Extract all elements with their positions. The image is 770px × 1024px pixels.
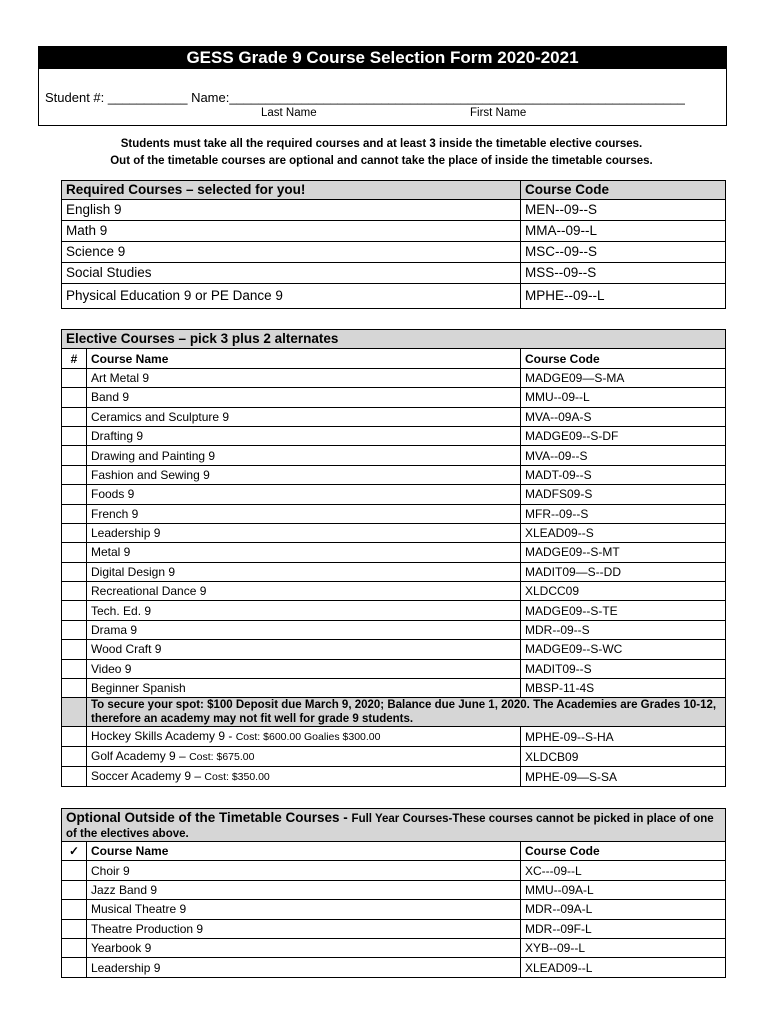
course-code: XYB--09--L: [521, 938, 726, 957]
table-row: [62, 659, 726, 678]
course-code: MADGE09—S-MA: [521, 368, 726, 387]
course-code: MDR--09A-L: [521, 900, 726, 919]
course-code-heading: Course Code: [521, 349, 726, 368]
choice-cell[interactable]: [62, 485, 87, 504]
table-row: [62, 938, 726, 957]
table-row: [62, 465, 726, 484]
choice-cell[interactable]: [62, 426, 87, 445]
table-row: [62, 263, 726, 284]
course-code: MPHE--09--L: [521, 284, 726, 309]
table-row: [62, 407, 726, 426]
choice-cell[interactable]: [62, 582, 87, 601]
course-name: Yearbook 9: [87, 938, 521, 957]
course-code: MPHE-09—S-SA: [521, 767, 726, 787]
choice-cell[interactable]: [62, 562, 87, 581]
course-code: MDR--09F-L: [521, 919, 726, 938]
student-number-label: Student #:: [45, 90, 105, 105]
table-row: [62, 601, 726, 620]
elective-courses-table: [61, 329, 726, 787]
optional-section-row: [62, 809, 726, 842]
academy-name-cell: [87, 747, 521, 767]
academy-cost: Cost: $600.00 Goalies $300.00: [235, 731, 381, 744]
course-code: XLEAD09--S: [521, 523, 726, 542]
table-row: [62, 919, 726, 938]
table-row: [62, 747, 726, 767]
choice-cell[interactable]: [62, 465, 87, 484]
course-code: MSS--09--S: [521, 263, 726, 284]
choice-cell[interactable]: [62, 407, 87, 426]
course-name: Choir 9: [87, 861, 521, 880]
course-name: Digital Design 9: [87, 562, 521, 581]
academy-name: Golf Academy 9 –: [91, 749, 190, 764]
student-info-line: [45, 90, 685, 105]
course-code: XC---09--L: [521, 861, 726, 880]
table-row: [62, 523, 726, 542]
choice-cell[interactable]: [62, 679, 87, 698]
course-name: Foods 9: [87, 485, 521, 504]
course-name: Science 9: [62, 242, 521, 263]
course-name: Musical Theatre 9: [87, 900, 521, 919]
course-code: XLDCB09: [521, 747, 726, 767]
table-row: [62, 426, 726, 445]
choice-cell[interactable]: [62, 880, 87, 899]
choice-cell[interactable]: [62, 938, 87, 957]
note-spacer: [62, 698, 87, 727]
course-code-heading: Course Code: [521, 842, 726, 861]
first-name-caption: First Name: [470, 107, 527, 119]
academy-cost: Cost: $350.00: [204, 771, 270, 784]
choice-cell[interactable]: [62, 640, 87, 659]
course-name: Drama 9: [87, 620, 521, 639]
academy-note-row: [62, 698, 726, 727]
required-code-heading: Course Code: [521, 181, 726, 200]
course-name: Metal 9: [87, 543, 521, 562]
course-name: Physical Education 9 or PE Dance 9: [62, 284, 521, 309]
academy-name: Hockey Skills Academy 9 -: [91, 729, 236, 744]
course-code: MVA--09--S: [521, 446, 726, 465]
last-name-caption: Last Name: [261, 107, 317, 119]
check-heading: ✓: [62, 842, 87, 861]
academy-cost: Cost: $675.00: [189, 751, 255, 764]
course-code: MADGE09--S-MT: [521, 543, 726, 562]
instruction-line-1: Students must take all the required courses and at least 3 inside the timetable elective courses.: [120, 138, 643, 150]
course-code: MADIT09--S: [521, 659, 726, 678]
required-courses-table: [61, 180, 726, 309]
table-row: [62, 640, 726, 659]
course-code: XLDCC09: [521, 582, 726, 601]
table-row: [62, 200, 726, 221]
course-code: MMA--09--L: [521, 221, 726, 242]
table-row: [62, 679, 726, 698]
required-header-row: [62, 181, 726, 200]
course-name: Theatre Production 9: [87, 919, 521, 938]
course-code: MEN--09--S: [521, 200, 726, 221]
course-name: Tech. Ed. 9: [87, 601, 521, 620]
choice-cell[interactable]: [62, 900, 87, 919]
course-code: MADFS09-S: [521, 485, 726, 504]
course-code: MADGE09--S-WC: [521, 640, 726, 659]
course-name: Fashion and Sewing 9: [87, 465, 521, 484]
name-field[interactable]: _______________________________________________________________: [229, 90, 685, 105]
course-code: MFR--09--S: [521, 504, 726, 523]
table-row: [62, 485, 726, 504]
table-row: [62, 880, 726, 899]
choice-cell[interactable]: [62, 543, 87, 562]
optional-heading-cell: [62, 809, 726, 842]
course-name: Social Studies: [62, 263, 521, 284]
course-name-heading: Course Name: [87, 842, 521, 861]
course-name: Ceramics and Sculpture 9: [87, 407, 521, 426]
number-heading: #: [62, 349, 87, 368]
table-row: [62, 767, 726, 787]
course-name: French 9: [87, 504, 521, 523]
table-row: [62, 582, 726, 601]
optional-column-header-row: [62, 842, 726, 861]
academy-name-cell: [87, 767, 521, 787]
course-code: MMU--09A-L: [521, 880, 726, 899]
course-name: Wood Craft 9: [87, 640, 521, 659]
course-name: Jazz Band 9: [87, 880, 521, 899]
course-code: XLEAD09--L: [521, 958, 726, 977]
table-row: [62, 221, 726, 242]
table-row: [62, 900, 726, 919]
course-name: Leadership 9: [87, 958, 521, 977]
required-heading: Required Courses – selected for you!: [62, 181, 521, 200]
academy-name-cell: [87, 727, 521, 747]
table-row: [62, 861, 726, 880]
course-code: MPHE-09--S-HA: [521, 727, 726, 747]
student-number-field[interactable]: ___________: [107, 90, 188, 105]
course-name: Math 9: [62, 221, 521, 242]
choice-cell[interactable]: [62, 446, 87, 465]
table-row: [62, 958, 726, 977]
course-name: Leadership 9: [87, 523, 521, 542]
table-row: [62, 727, 726, 747]
choice-cell[interactable]: [62, 388, 87, 407]
course-name-heading: Course Name: [87, 349, 521, 368]
course-name: Beginner Spanish: [87, 679, 521, 698]
course-name: Drafting 9: [87, 426, 521, 445]
academy-name: Soccer Academy 9 –: [91, 769, 205, 784]
table-row: [62, 388, 726, 407]
course-name: Video 9: [87, 659, 521, 678]
course-code: MADGE09--S-DF: [521, 426, 726, 445]
course-code: MMU--09--L: [521, 388, 726, 407]
course-code: MADIT09—S--DD: [521, 562, 726, 581]
table-row: [62, 543, 726, 562]
choice-cell[interactable]: [62, 767, 87, 787]
form-header: [38, 46, 727, 126]
table-row: [62, 284, 726, 309]
name-label: Name:: [191, 90, 230, 105]
table-row: [62, 620, 726, 639]
elective-column-header-row: [62, 349, 726, 368]
table-row: [62, 504, 726, 523]
choice-cell[interactable]: [62, 368, 87, 387]
course-name: English 9: [62, 200, 521, 221]
choice-cell[interactable]: [62, 659, 87, 678]
course-code: MSC--09--S: [521, 242, 726, 263]
choice-cell[interactable]: [62, 919, 87, 938]
choice-cell[interactable]: [62, 601, 87, 620]
course-name: Drawing and Painting 9: [87, 446, 521, 465]
choice-cell[interactable]: [62, 620, 87, 639]
course-name: Art Metal 9: [87, 368, 521, 387]
form-title: GESS Grade 9 Course Selection Form 2020-2021: [39, 47, 726, 69]
optional-heading-note: Full Year Courses-These courses cannot be picked in place of one of the electives above.: [66, 813, 714, 840]
course-code: MADT-09--S: [521, 465, 726, 484]
academy-note: To secure your spot: $100 Deposit due March 9, 2020; Balance due June 1, 2020. The Academies are Grades 10-12, therefore an academy may not fit well for grade 9 students.: [87, 698, 726, 727]
choice-cell[interactable]: [62, 504, 87, 523]
elective-heading: Elective Courses – pick 3 plus 2 alternates: [62, 330, 726, 349]
course-name: Recreational Dance 9: [87, 582, 521, 601]
instruction-line-2: Out of the timetable courses are optional and cannot take the place of inside the timetable courses.: [110, 155, 653, 167]
course-name: Band 9: [87, 388, 521, 407]
choice-cell[interactable]: [62, 727, 87, 747]
course-code: MADGE09--S-TE: [521, 601, 726, 620]
course-code: MDR--09--S: [521, 620, 726, 639]
choice-cell[interactable]: [62, 747, 87, 767]
table-row: [62, 368, 726, 387]
choice-cell[interactable]: [62, 958, 87, 977]
elective-section-row: [62, 330, 726, 349]
table-row: [62, 562, 726, 581]
table-row: [62, 242, 726, 263]
choice-cell[interactable]: [62, 861, 87, 880]
course-code: MVA--09A-S: [521, 407, 726, 426]
choice-cell[interactable]: [62, 523, 87, 542]
optional-courses-table: [61, 808, 726, 978]
table-row: [62, 446, 726, 465]
optional-heading: Optional Outside of the Timetable Courses -: [66, 810, 352, 825]
course-code: MBSP-11-4S: [521, 679, 726, 698]
